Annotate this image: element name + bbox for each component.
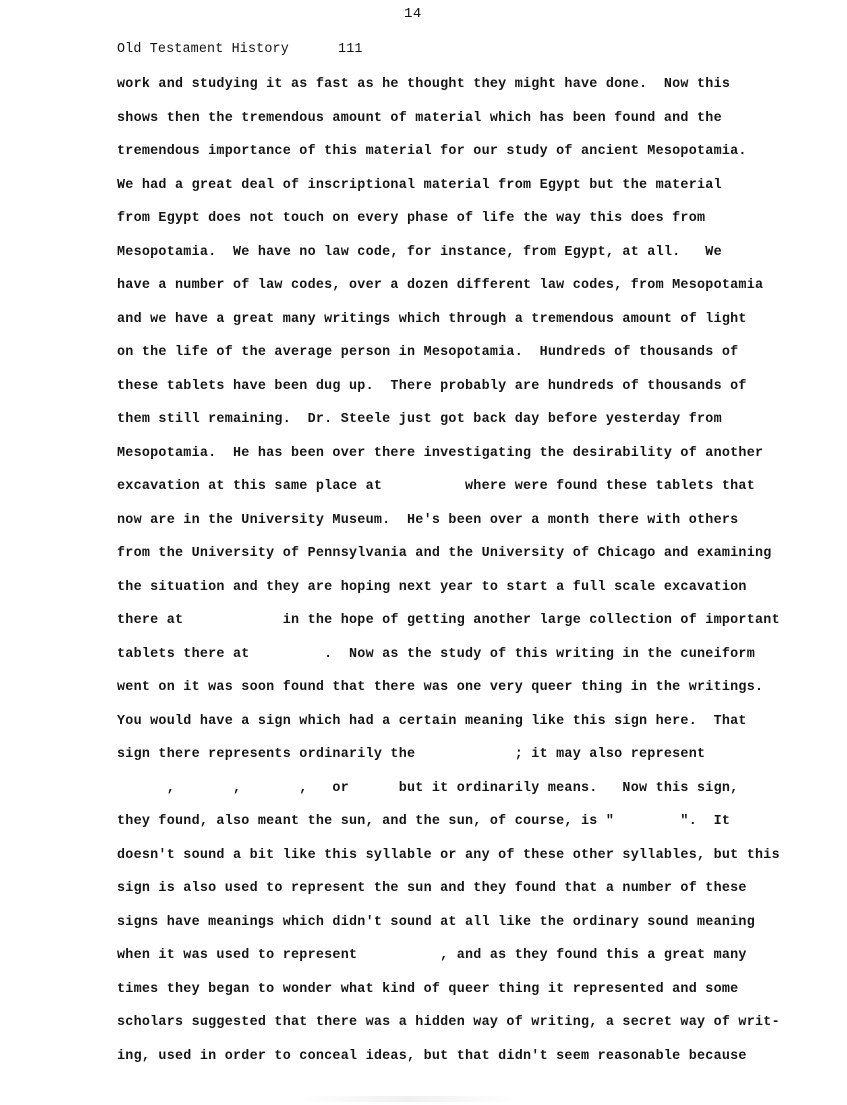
scan-smudge bbox=[298, 1096, 518, 1102]
text-line: Mesopotamia. We have no law code, for instance, from Egypt, at all. We bbox=[117, 244, 722, 260]
text-line: times they began to wonder what kind of queer thing it represented and some bbox=[117, 981, 739, 997]
text-line: went on it was soon found that there was one very queer thing in the writings. bbox=[117, 680, 764, 695]
text-line: signs have meanings which didn't sound at all like the ordinary sound meaning bbox=[117, 914, 755, 930]
text-line: tremendous importance of this material for our study of ancient Mesopotamia. bbox=[117, 144, 747, 159]
text-line: scholars suggested that there was a hidden way of writing, a secret way of writ- bbox=[117, 1015, 780, 1030]
text-line: tablets there at . Now as the study of this writing in the cuneiform bbox=[117, 646, 755, 662]
text-line: have a number of law codes, over a dozen different law codes, from Mesopotamia bbox=[117, 278, 764, 293]
text-line: these tablets have been dug up. There probably are hundreds of thousands of bbox=[117, 378, 747, 394]
text-line: them still remaining. Dr. Steele just got back day before yesterday from bbox=[117, 412, 722, 427]
text-line: excavation at this same place at where were found these tablets that bbox=[117, 479, 755, 494]
text-line: We had a great deal of inscriptional material from Egypt but the material bbox=[117, 177, 722, 193]
text-line: from Egypt does not touch on every phase of life the way this does from bbox=[117, 211, 706, 226]
text-line: sign is also used to represent the sun and they found that a number of these bbox=[117, 881, 747, 896]
text-line: the situation and they are hoping next year to start a full scale excavation bbox=[117, 579, 747, 595]
text-line: on the life of the average person in Mesopotamia. Hundreds of thousands of bbox=[117, 345, 739, 360]
text-line: doesn't sound a bit like this syllable or any of these other syllables, but this bbox=[117, 847, 780, 863]
text-line: work and studying it as fast as he thought they might have done. Now this bbox=[117, 77, 731, 92]
text-line: now are in the University Museum. He's been over a month there with others bbox=[117, 512, 739, 528]
text-line: from the University of Pennsylvania and the University of Chicago and examining bbox=[117, 546, 772, 561]
text-line: sign there represents ordinarily the ; it may also represent bbox=[117, 747, 706, 762]
body-text bbox=[117, 75, 807, 1080]
text-line: shows then the tremendous amount of material which has been found and the bbox=[117, 110, 722, 126]
text-line: they found, also meant the sun, and the sun, of course, is " ". It bbox=[117, 814, 731, 829]
text-line: You would have a sign which had a certain meaning like this sign here. That bbox=[117, 713, 747, 729]
page-number: 14 bbox=[404, 6, 422, 22]
text-line: when it was used to represent , and as they found this a great many bbox=[117, 948, 747, 963]
text-line: ing, used in order to conceal ideas, but that didn't seem reasonable because bbox=[117, 1048, 747, 1064]
running-header: Old Testament History 111 bbox=[117, 42, 363, 57]
text-line: , , , or but it ordinarily means. Now this sign, bbox=[117, 780, 739, 796]
text-line: and we have a great many writings which through a tremendous amount of light bbox=[117, 311, 747, 327]
text-line: there at in the hope of getting another large collection of important bbox=[117, 613, 780, 628]
text-line: Mesopotamia. He has been over there investigating the desirability of another bbox=[117, 445, 764, 461]
